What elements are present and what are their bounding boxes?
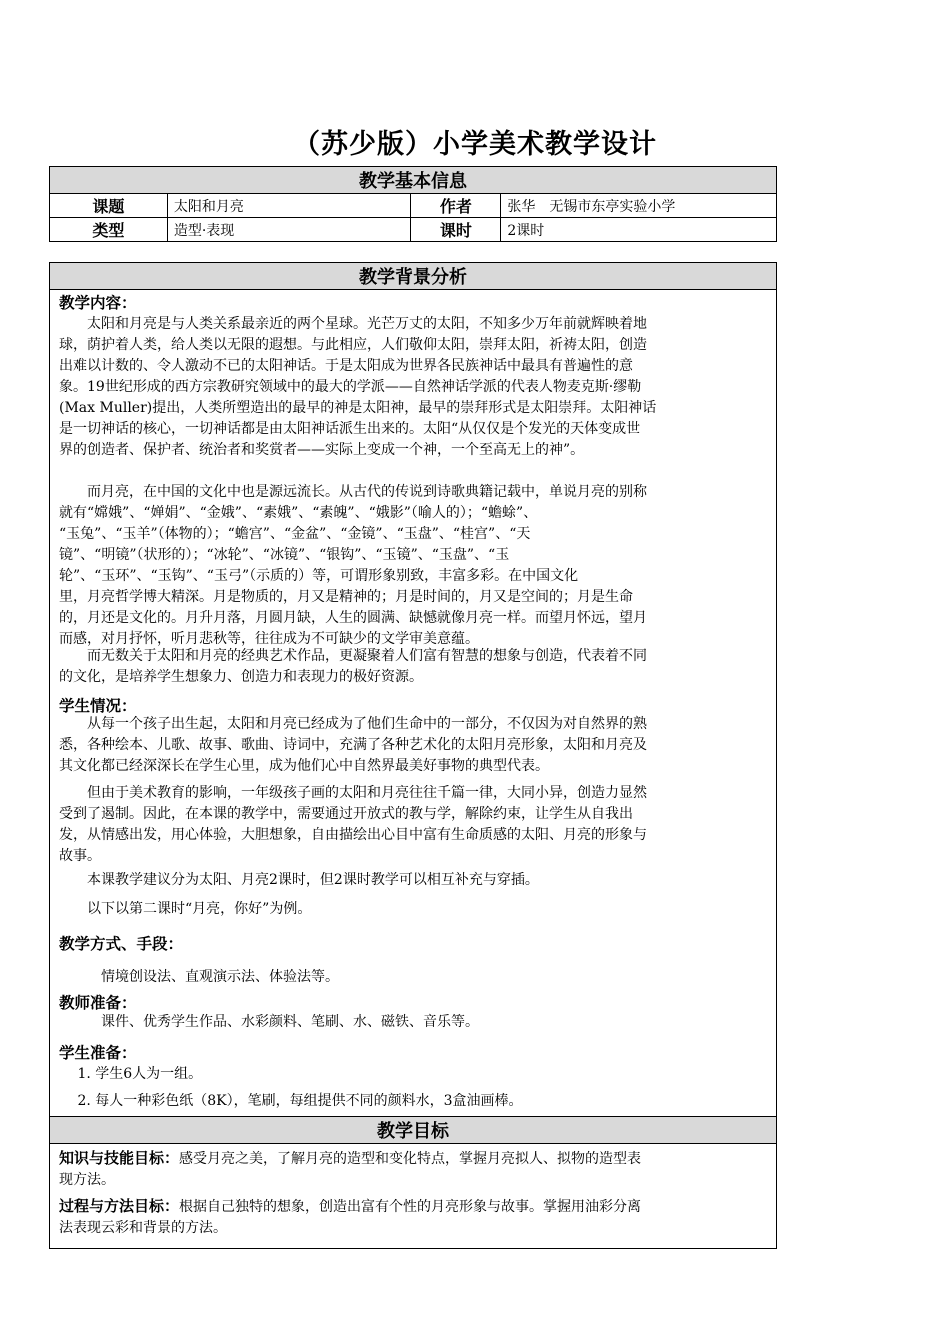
- hours-value: 2课时: [501, 218, 777, 242]
- author-label: 作者: [411, 194, 501, 218]
- moon-line: 里，月亮哲学博大精深。月是物质的，月又是精神的；月是时间的，月又是空间的；月是生命: [59, 589, 633, 605]
- basic-info-header: 教学基本信息: [50, 167, 777, 194]
- student-prep-item: 1. 学生6人为一组。: [59, 1066, 203, 1082]
- student-line: 从每一个孩子出生起，太阳和月亮已经成为了他们生命中的一部分，不仅因为对自然界的熟: [59, 716, 647, 732]
- example-line: 以下以第二课时“月亮，你好”为例。: [59, 901, 312, 917]
- knowledge-text-2: 现方法。: [59, 1172, 115, 1188]
- process-label: 过程与方法目标：: [59, 1197, 180, 1215]
- student-heading: 学生情况：: [59, 697, 137, 715]
- content-paragraph: [59, 314, 656, 461]
- teacher-line: 课件、优秀学生作品、水彩颜料、笔刷、水、磁铁、音乐等。: [59, 1014, 479, 1030]
- student-line: 受到了遏制。因此，在本课的教学中，需要通过开放式的教与学，解除约束，让学生从自我出: [59, 806, 633, 822]
- moon-line: 轮”、“玉环”、“玉钩”、“玉弓”（示质的）等，可谓形象别致，丰富多彩。在中国文化: [59, 568, 579, 584]
- moon-line: 而感，对月抒怀，听月悲秋等，往往成为不可缺少的文学审美意蕴。: [59, 631, 479, 647]
- content-line: (Max Muller)提出，人类所塑造出的最早的神是太阳神，最早的崇拜形式是太阳崇拜。太阳神话: [59, 400, 657, 416]
- teacher-heading: 教师准备：: [59, 994, 137, 1012]
- student-line: 发，从情感出发，用心体验，大胆想象，自由描绘出心目中富有生命质感的太阳、月亮的形象与: [59, 827, 647, 843]
- background-header: 教学背景分析: [50, 263, 777, 290]
- art-line: 而无数关于太阳和月亮的经典艺术作品，更凝聚着人们富有智慧的想象与创造，代表着不同: [59, 648, 647, 664]
- content-line: 界的创造者、保护者、统治者和奖赏者——实际上变成一个神，一个至高无上的神”。: [59, 442, 585, 458]
- content-heading: 教学内容：: [59, 294, 137, 312]
- page-title: （苏少版）小学美术教学设计: [293, 129, 657, 160]
- content-line: 象。19世纪形成的西方宗教研究领域中的最大的学派——自然神话学派的代表人物麦克斯·缪勒: [59, 379, 642, 395]
- moon-line: 就有“嫦娥”、“婵娟”、“金娥”、“素娥”、“素魄”、“娥影”（喻人的）；“蟾蜍”、: [59, 505, 538, 521]
- moon-paragraph: [59, 482, 647, 650]
- type-value: 造型·表现: [167, 218, 411, 242]
- student-prep-item: 2. 每人一种彩色纸（8K），笔刷，每组提供不同的颜料水，3盒油画棒。: [59, 1093, 523, 1109]
- knowledge-label: 知识与技能目标：: [59, 1149, 180, 1167]
- content-line: 出难以计数的、令人激动不已的太阳神话。于是太阳成为世界各民族神话中最具有普遍性的意: [59, 358, 633, 374]
- method-heading: 教学方式、手段：: [59, 935, 184, 953]
- content-line: 球，荫护着人类，给人类以无限的遐想。与此相应，人们敬仰太阳，崇拜太阳，祈祷太阳，创造: [59, 337, 647, 353]
- content-line: 是一切神话的核心，一切神话都是由太阳神话派生出来的。太阳“从仅仅是个发光的天体变成世: [59, 421, 641, 437]
- suggest-line: 本课教学建议分为太阳、月亮2课时，但2课时教学可以相互补充与穿插。: [59, 872, 539, 888]
- knowledge-text: 感受月亮之美，了解月亮的造型和变化特点，掌握月亮拟人、拟物的造型表: [179, 1151, 642, 1167]
- student-line: 悉，各种绘本、儿歌、故事、歌曲、诗词中，充满了各种艺术化的太阳月亮形象，太阳和月亮及: [59, 737, 647, 753]
- goals-body: [50, 1144, 777, 1249]
- student-paragraph-2: [59, 783, 647, 867]
- student-line: 其文化都已经深深长在学生心里，成为他们心中自然界最美好事物的典型代表。: [59, 758, 549, 774]
- art-line: 的文化，是培养学生想象力、创造力和表现力的极好资源。: [59, 669, 423, 685]
- type-label: 类型: [50, 218, 168, 242]
- art-paragraph: [59, 646, 647, 688]
- background-table: [49, 262, 777, 1249]
- topic-value: 太阳和月亮: [167, 194, 411, 218]
- hours-label: 课时: [411, 218, 501, 242]
- moon-line: 镜”、“明镜”（状形的）；“冰轮”、“冰镜”、“银钩”、“玉镜”、“玉盘”、“玉: [59, 547, 510, 563]
- moon-line: 而月亮，在中国的文化中也是源远流长。从古代的传说到诗歌典籍记载中，单说月亮的别称: [59, 484, 647, 500]
- moon-line: “玉兔”、“玉羊”（体物的）；“蟾宫”、“金盆”、“金镜”、“玉盘”、“桂宫”、“天: [59, 526, 531, 542]
- author-value: 张华 无锡市东亭实验小学: [501, 194, 777, 218]
- process-text-2: 法表现云彩和背景的方法。: [59, 1220, 227, 1236]
- method-line: 情境创设法、直观演示法、体验法等。: [59, 969, 339, 985]
- background-body: [50, 290, 777, 1117]
- student-line: 但由于美术教育的影响，一年级孩子画的太阳和月亮往往千篇一律，大同小异，创造力显然: [59, 785, 647, 801]
- student-prep-heading: 学生准备：: [59, 1044, 137, 1062]
- goals-header: 教学目标: [50, 1117, 777, 1144]
- process-goal: [59, 1196, 641, 1239]
- student-paragraph: [59, 714, 647, 777]
- process-text: 根据自己独特的想象，创造出富有个性的月亮形象与故事。掌握用油彩分离: [179, 1199, 642, 1215]
- moon-line: 的，月还是文化的。月升月落，月圆月缺，人生的圆满、缺憾就像月亮一样。而望月怀远，望月: [59, 610, 647, 626]
- content-line: 太阳和月亮是与人类关系最亲近的两个星球。光芒万丈的太阳，不知多少万年前就辉映着地: [59, 316, 647, 332]
- student-line: 故事。: [59, 848, 101, 864]
- knowledge-goal: [59, 1148, 641, 1191]
- topic-label: 课题: [50, 194, 168, 218]
- basic-info-table: [49, 166, 777, 242]
